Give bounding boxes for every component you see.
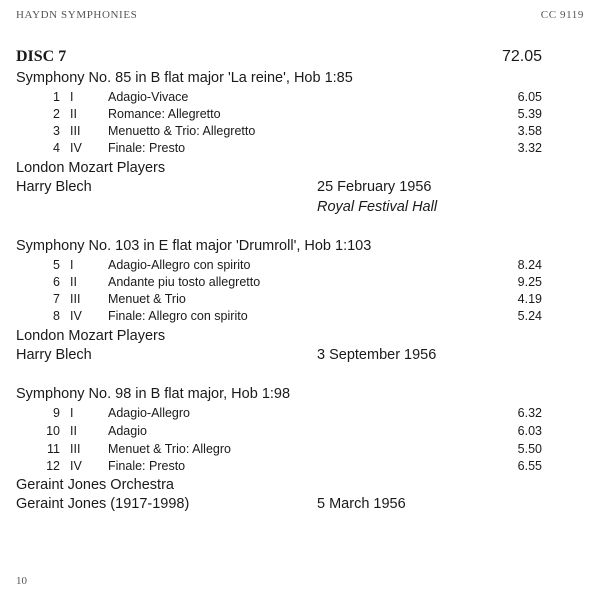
track-title: Romance: Allegretto bbox=[108, 107, 221, 121]
orchestra: London Mozart Players bbox=[16, 328, 166, 344]
track-duration: 9.25 bbox=[517, 275, 542, 289]
track-title: Finale: Allegro con spirito bbox=[108, 309, 248, 323]
track-number: 4 bbox=[53, 141, 60, 155]
track-number: 12 bbox=[46, 459, 60, 473]
track-row bbox=[0, 141, 600, 158]
track-row bbox=[0, 292, 600, 309]
conductor: Harry Blech bbox=[16, 347, 92, 363]
page-number: 10 bbox=[16, 575, 27, 587]
track-number: 11 bbox=[47, 442, 60, 456]
track-duration: 5.39 bbox=[517, 107, 542, 121]
recording-venue: Royal Festival Hall bbox=[317, 199, 438, 215]
track-number: 9 bbox=[53, 406, 60, 420]
symphony-title: Symphony No. 85 in B flat major 'La reine', Hob 1:85 bbox=[16, 70, 353, 86]
track-duration: 4.19 bbox=[517, 292, 542, 306]
catalogue-number: CC 9119 bbox=[540, 9, 584, 21]
track-duration: 3.32 bbox=[517, 141, 542, 155]
disc-total-time: 72.05 bbox=[501, 48, 542, 65]
track-row bbox=[0, 107, 600, 124]
track-title: Adagio-Allegro con spirito bbox=[108, 258, 251, 272]
track-number: 7 bbox=[53, 292, 60, 306]
track-title: Menuet & Trio: Allegro bbox=[108, 442, 231, 456]
recording-date: 3 September 1956 bbox=[317, 347, 437, 363]
track-row bbox=[0, 406, 600, 423]
track-title: Menuet & Trio bbox=[108, 292, 186, 306]
track-title: Adagio bbox=[108, 424, 147, 438]
track-number: 2 bbox=[53, 107, 60, 121]
track-row bbox=[0, 275, 600, 292]
orchestra: Geraint Jones Orchestra bbox=[16, 477, 174, 493]
track-duration: 6.32 bbox=[517, 406, 542, 420]
track-number: 3 bbox=[53, 124, 60, 138]
movement-numeral: I bbox=[70, 406, 74, 420]
symphony-title: Symphony No. 103 in E flat major 'Drumroll', Hob 1:103 bbox=[16, 238, 372, 254]
conductor: Geraint Jones (1917-1998) bbox=[16, 496, 190, 512]
track-title: Andante piu tosto allegretto bbox=[108, 275, 261, 289]
track-number: 10 bbox=[46, 424, 60, 438]
track-row bbox=[0, 424, 600, 441]
running-header-title: HAYDN SYMPHONIES bbox=[16, 9, 138, 21]
recording-date: 25 February 1956 bbox=[317, 179, 432, 195]
movement-numeral: II bbox=[70, 424, 77, 438]
movement-numeral: IV bbox=[70, 459, 82, 473]
movement-numeral: IV bbox=[70, 309, 82, 323]
track-duration: 5.24 bbox=[517, 309, 542, 323]
movement-numeral: IV bbox=[70, 141, 82, 155]
track-row bbox=[0, 90, 600, 107]
orchestra: London Mozart Players bbox=[16, 160, 166, 176]
recording-date: 5 March 1956 bbox=[317, 496, 406, 512]
track-title: Adagio-Allegro bbox=[108, 406, 190, 420]
track-number: 1 bbox=[53, 90, 60, 104]
track-duration: 6.05 bbox=[517, 90, 542, 104]
conductor: Harry Blech bbox=[16, 179, 92, 195]
track-row bbox=[0, 442, 600, 459]
symphony-title: Symphony No. 98 in B flat major, Hob 1:98 bbox=[16, 386, 291, 402]
track-duration: 6.03 bbox=[517, 424, 542, 438]
track-title: Menuetto & Trio: Allegretto bbox=[108, 124, 256, 138]
track-title: Finale: Presto bbox=[108, 141, 186, 155]
movement-numeral: III bbox=[70, 124, 81, 138]
track-duration: 5.50 bbox=[517, 442, 542, 456]
track-number: 8 bbox=[53, 309, 60, 323]
track-number: 6 bbox=[53, 275, 60, 289]
movement-numeral: I bbox=[70, 258, 74, 272]
track-duration: 6.55 bbox=[517, 459, 542, 473]
movement-numeral: I bbox=[70, 90, 74, 104]
movement-numeral: II bbox=[70, 275, 77, 289]
movement-numeral: II bbox=[70, 107, 77, 121]
movement-numeral: III bbox=[70, 292, 81, 306]
track-row bbox=[0, 124, 600, 141]
track-title: Adagio-Vivace bbox=[108, 90, 189, 104]
track-duration: 3.58 bbox=[517, 124, 542, 138]
track-number: 5 bbox=[53, 258, 60, 272]
track-row bbox=[0, 459, 600, 476]
track-row bbox=[0, 309, 600, 326]
track-title: Finale: Presto bbox=[108, 459, 186, 473]
disc-label: DISC 7 bbox=[16, 48, 67, 65]
track-duration: 8.24 bbox=[517, 258, 542, 272]
movement-numeral: III bbox=[70, 442, 81, 456]
track-row bbox=[0, 258, 600, 275]
